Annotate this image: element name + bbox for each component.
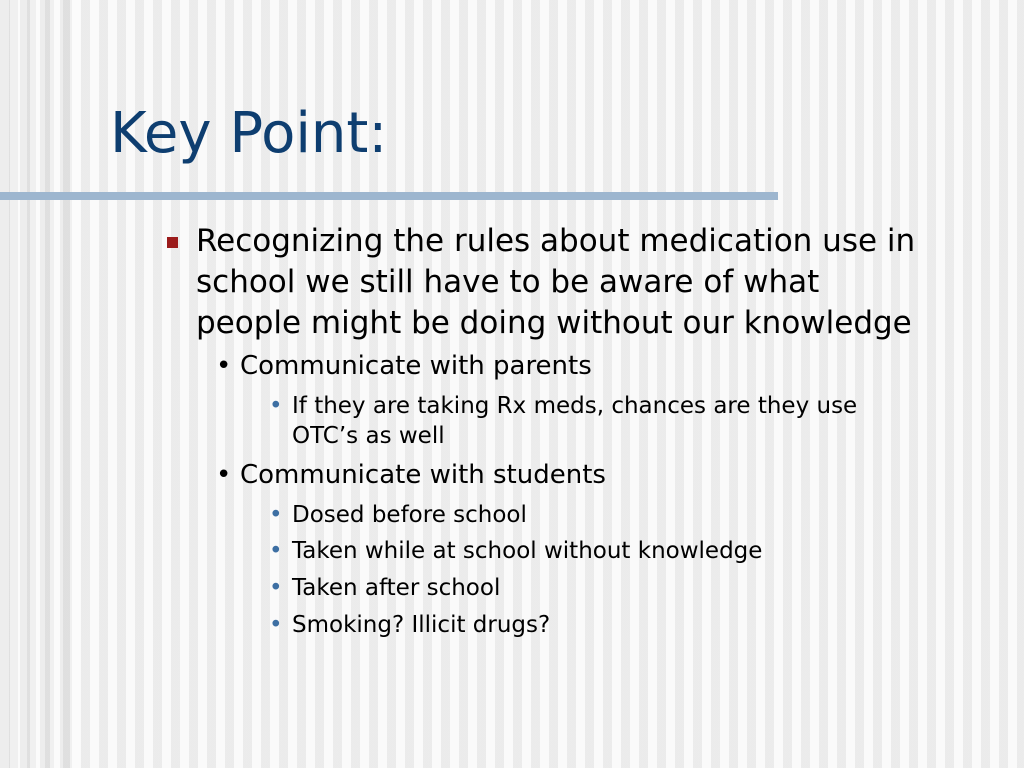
section-heading-parents: Communicate with parents <box>240 351 592 381</box>
list-item: Smoking? Illicit drugs? <box>292 612 551 638</box>
small-round-bullet-icon: • <box>269 538 283 564</box>
list-item: Taken after school <box>292 575 501 601</box>
list-item-line: If they are taking Rx meds, chances are they use <box>292 393 858 419</box>
list-item-line: OTC’s as well <box>292 423 445 449</box>
list-item: Dosed before school <box>292 502 527 528</box>
square-bullet-icon <box>167 237 178 248</box>
small-round-bullet-icon: • <box>269 612 283 638</box>
round-bullet-icon: • <box>216 351 232 381</box>
list-item: Taken while at school without knowledge <box>292 538 763 564</box>
small-round-bullet-icon: • <box>269 575 283 601</box>
main-point-line: Recognizing the rules about medication use in <box>196 223 916 259</box>
small-round-bullet-icon: • <box>269 393 283 419</box>
small-round-bullet-icon: • <box>269 502 283 528</box>
main-point-line: people might be doing without our knowledge <box>196 305 912 341</box>
round-bullet-icon: • <box>216 460 232 490</box>
list-item <box>292 391 857 451</box>
main-point-line: school we still have to be aware of what <box>196 264 820 300</box>
slide-title: Key Point: <box>110 101 388 166</box>
section-heading-students: Communicate with students <box>240 460 606 490</box>
main-point <box>196 221 915 344</box>
